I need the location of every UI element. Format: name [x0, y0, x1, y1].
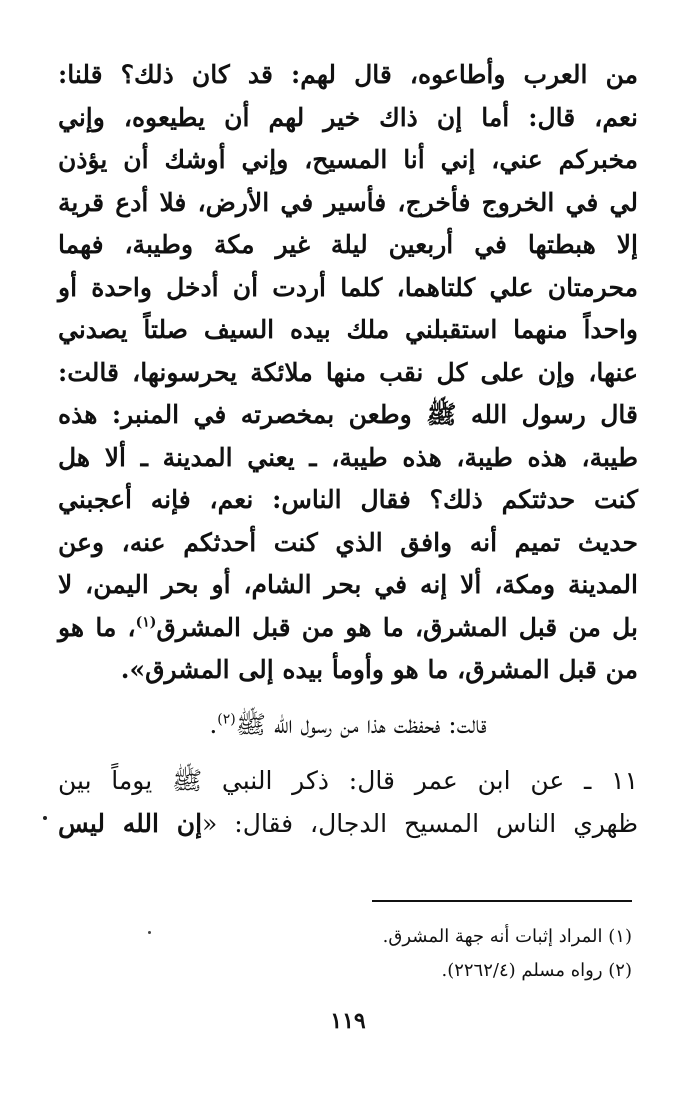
footnote-separator: [372, 900, 632, 902]
footnotes: [250, 920, 632, 988]
footnote-2: (٢) رواه مسلم (٢٢٦٢/٤).: [441, 960, 632, 981]
footnote-1: (١) المراد إثبات أنه جهة المشرق.: [382, 926, 632, 947]
text-line: عنها، وإن على كل نقب منها ملائكة يحرسونها، قالت:: [58, 357, 638, 387]
text-line: حديث تميم أنه وافق الذي كنت أحدثكم عنه، وعن: [58, 527, 638, 557]
text-line: طيبة، هذه طيبة، هذه طيبة، ـ يعني المدينة ـ ألا هل: [58, 442, 638, 472]
text-line: نعم، قال: أما إن ذاك خير لهم أن يطيعوه، وإني: [58, 102, 638, 132]
text-line: من قبل المشرق، ما هو وأومأ بيده إلى المشرق».: [120, 655, 638, 684]
page-speck: [148, 931, 151, 934]
text-line: محرمتان علي كلتاهما، كلما أردت أن أدخل واحدة أو: [58, 272, 638, 302]
hadith-11-line-1: ١١ ـ عن ابن عمر قال: ذكر النبي ﷺ يوماً بين: [58, 766, 638, 795]
text-segment: ، ما هو: [58, 612, 136, 642]
narration-line: قالت: فحفظت هذا من رسول الله ﷺ$^{(٢)}$.: [209, 709, 487, 739]
text-line: المدينة ومكة، ألا إنه في بحر الشام، أو بحر اليمن، لا: [58, 570, 638, 599]
hadith-body-text: [58, 54, 638, 845]
text-line: كنت حدثتكم ذلك؟ فقال الناس: نعم، فإنه أعجبني: [58, 485, 638, 514]
text-line: مخبركم عني، إني أنا المسيح، وإني أوشك أن يؤذن: [58, 145, 638, 174]
text-line-with-footnote: [58, 607, 638, 650]
page-speck: [43, 816, 47, 820]
page-number: ١١٩: [330, 1008, 366, 1034]
text-line: إلا هبطتها في أربعين ليلة غير مكة وطيبة، فهما: [58, 230, 638, 259]
text-segment: قالت: فحفظت هذا من رسول الله ﷺ: [235, 709, 487, 739]
footnote-marker-2: (٢): [217, 711, 236, 728]
footnote-marker-1: (١): [135, 614, 157, 631]
text-line: قال رسول الله ﷺ وطعن بمخصرته في المنبر: هذه: [58, 400, 638, 429]
hadith-11-line-2: [58, 803, 638, 846]
text-segment: ظهري الناس المسيح الدجال، فقال: «: [202, 808, 638, 838]
text-line: لي في الخروج فأخرج، فأسير في الأرض، فلا أدع قرية: [58, 187, 638, 217]
text-line: واحداً منهما استقبلني ملك بيده السيف صلتاً يصدني: [58, 315, 638, 344]
text-segment: بل من قبل المشرق، ما هو من قبل المشرق: [156, 612, 638, 642]
text-segment-bold: إن الله ليس: [58, 808, 203, 838]
text-line: من العرب وأطاعوه، قال لهم: قد كان ذلك؟ قلنا:: [58, 60, 638, 89]
